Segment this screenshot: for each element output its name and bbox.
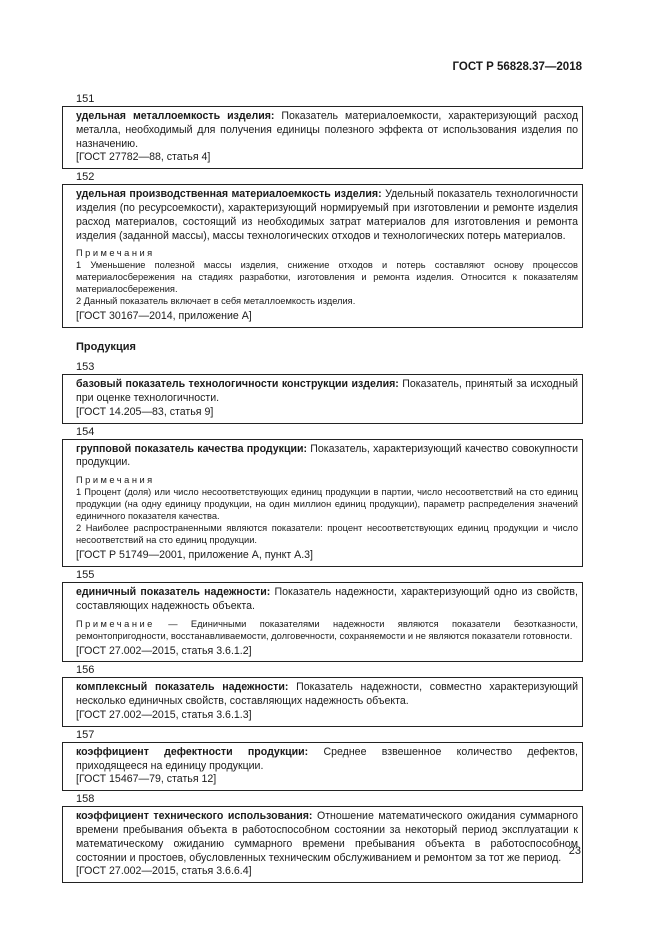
term-name: комплексный показатель надежности: [76, 681, 289, 694]
term-entry [62, 374, 583, 423]
term-name: единичный показатель надежности: [76, 585, 271, 598]
inline-note-text: — Единичными показателями надежности являются показатели безотказности, ремонтопригодности, восстанавливаемости, долговечности, сохраняемости и не являются показатели готовности. [76, 618, 578, 641]
entry-number: 152 [76, 171, 95, 184]
document-header: ГОСТ Р 56828.37—2018 [452, 61, 582, 73]
term-source: [ГОСТ 27.002—2015, статья 3.6.1.3] [76, 708, 252, 721]
term-definition [76, 110, 578, 151]
term-name: коэффициент дефектности продукции: [76, 745, 309, 758]
term-source: [ГОСТ 27782—88, статья 4] [76, 151, 211, 164]
term-name: базовый показатель технологичности конструкции изделия: [76, 378, 399, 391]
notes-title: Примечания [76, 248, 155, 259]
term-definition [76, 188, 578, 243]
note-item: 2 Наиболее распространенными являются показатели: процент несоответствующих единиц продукции и число несоответствий на сто единиц продукции. [76, 523, 578, 546]
definition-text: Отношение математического ожидания суммарного времени пребывания объекта в работоспособном состоянии за некоторый период эксплуатации к математическому ожиданию суммарного времени пребывания объекта в работоспособном состоянии и простоев, обусловленных техническим обслуживанием и ремонтом за тот же период. [76, 810, 578, 864]
definition-text: Удельный показатель технологичности изделия (по ресурсоемкости), характеризующий нормируемый при изготовлении и ремонте изделия расход материалов, состоящий из необходимых затрат материалов для изготовления и ремонта изделия (заданной массы), массы технологических отходов и технологических потерь материалов. [76, 188, 578, 242]
entry-number: 154 [76, 425, 95, 438]
entry-number: 158 [76, 793, 95, 806]
term-name: групповой показатель качества продукции: [76, 442, 308, 455]
inline-note [76, 618, 578, 642]
entry-number: 156 [76, 664, 95, 677]
definition-text: Показатель, принятый за исходный при оценке технологичности. [76, 378, 578, 404]
term-entry [62, 582, 583, 662]
term-entry [62, 106, 583, 169]
note-item: 1 Уменьшение полезной массы изделия, снижение отходов и потерь составляют основу процессов материалосбережения на стадиях разработки, изготовления и ремонта изделия. Относится к показателям материалосбережения. [76, 260, 578, 295]
entry-number: 151 [76, 93, 95, 105]
term-source: [ГОСТ 15467—79, статья 12] [76, 773, 217, 786]
definition-text: Показатель, характеризующий качество совокупности продукции. [76, 442, 578, 469]
term-definition [76, 443, 578, 471]
entry-number: 153 [76, 361, 95, 374]
entry-number: 157 [76, 728, 95, 741]
definition-text: Показатель надежности, совместно характеризующий несколько единичных свойств, составляющих надежность объекта. [76, 681, 578, 708]
section-title: Продукция [76, 341, 136, 354]
term-source: [ГОСТ 14.205—83, статья 9] [76, 405, 214, 418]
term-definition [76, 586, 578, 614]
term-source: [ГОСТ Р 51749—2001, приложение А, пункт А.3] [76, 549, 313, 562]
term-definition [76, 810, 578, 865]
term-entry [62, 184, 583, 328]
term-entry [62, 806, 583, 883]
term-entry [62, 677, 583, 726]
inline-note-label: Примечание [76, 618, 155, 629]
term-entry [62, 439, 583, 567]
document-body [62, 92, 583, 884]
term-source: [ГОСТ 30167—2014, приложение А] [76, 310, 252, 323]
definition-text: Показатель материалоемкости, характеризующий расход металла, необходимый для получения единицы полезного эффекта от использования изделия по назначению. [76, 110, 579, 150]
term-definition [76, 378, 578, 406]
term-source: [ГОСТ 27.002—2015, статья 3.6.1.2] [76, 644, 252, 657]
entry-number: 155 [76, 568, 95, 581]
term-definition [76, 681, 578, 709]
term-name: удельная производственная материалоемкость изделия: [76, 188, 382, 201]
term-source: [ГОСТ 27.002—2015, статья 3.6.6.4] [76, 865, 252, 878]
page-number: 23 [568, 845, 581, 857]
term-name: удельная металлоемкость изделия: [76, 110, 275, 122]
notes-title: Примечания [76, 475, 155, 486]
note-item: 2 Данный показатель включает в себя металлоемкость изделия. [76, 296, 356, 307]
term-entry [62, 742, 583, 791]
term-definition [76, 746, 578, 774]
definition-text: Среднее взвешенное количество дефектов, приходящееся на единицу продукции. [76, 745, 578, 772]
note-item: 1 Процент (доля) или число несоответствующих единиц продукции в партии, число несоответствий на сто единиц продукции (на одну единицу продукции, на один миллион единиц продукции), параметр распределения значений единичного показателя качества. [76, 487, 578, 522]
term-name: коэффициент технического использования: [76, 810, 313, 823]
definition-text: Показатель надежности, характеризующий одно из свойств, составляющих надежность объекта. [76, 585, 578, 612]
